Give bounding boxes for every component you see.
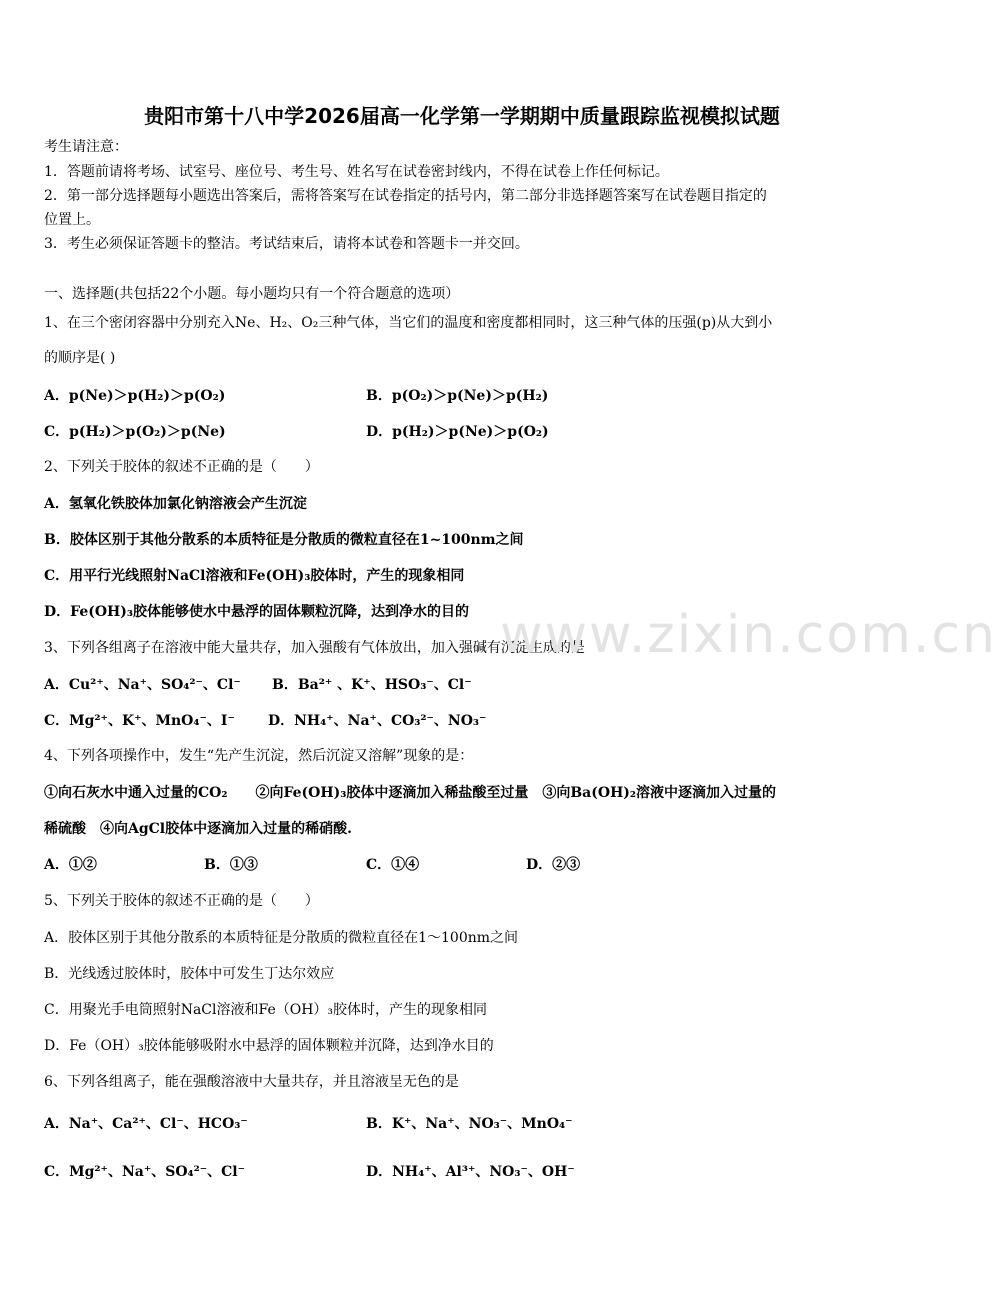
q1-option-b: B．p(O₂)＞p(Ne)＞p(H₂) xyxy=(366,388,549,404)
page-title: 贵阳市第十八中学2026届高一化学第一学期期中质量跟踪监视模拟试题 xyxy=(144,104,780,128)
q5-option-d: D．Fe（OH）₃胶体能够吸附水中悬浮的固体颗粒并沉降，达到净水目的 xyxy=(44,1038,494,1054)
q5-option-a: A．胶体区别于其他分散系的本质特征是分散质的微粒直径在1～100nm之间 xyxy=(44,930,519,946)
q2-option-d: D．Fe(OH)₃胶体能够使水中悬浮的固体颗粒沉降，达到净水的目的 xyxy=(44,604,470,620)
q4-option-d: D．②③ xyxy=(526,857,581,873)
notice-item-1: 1．答题前请将考场、试室号、座位号、考生号、姓名写在试卷密封线内，不得在试卷上作任何标记。 xyxy=(44,164,669,180)
notice-item-2: 2．第一部分选择题每小题选出答案后，需将答案写在试卷指定的括号内，第二部分非选择题答案写在试卷题目指定的 xyxy=(44,188,767,204)
q4-stem-items: ①向石灰水中通入过量的CO₂ ②向Fe(OH)₃胶体中逐滴加入稀盐酸至过量 ③向Ba(OH)₂溶液中逐滴加入过量的 xyxy=(44,785,777,801)
q1-stem: 1、在三个密闭容器中分别充入Ne、H₂、O₂三种气体，当它们的温度和密度都相同时，这三种气体的压强(p)从大到小 xyxy=(44,315,773,331)
q1-option-c: C．p(H₂)＞p(O₂)＞p(Ne) xyxy=(44,424,226,440)
q6-option-a: A．Na⁺、Ca²⁺、Cl⁻、HCO₃⁻ xyxy=(44,1116,248,1132)
q6-stem: 6、下列各组离子，能在强酸溶液中大量共存，并且溶液呈无色的是 xyxy=(44,1074,459,1090)
q2-stem: 2、下列关于胶体的叙述不正确的是（ ） xyxy=(44,459,319,475)
q6-option-c: C．Mg²⁺、Na⁺、SO₄²⁻、Cl⁻ xyxy=(44,1164,246,1180)
q2-option-a: A．氢氧化铁胶体加氯化钠溶液会产生沉淀 xyxy=(44,496,307,512)
q1-option-d: D．p(H₂)＞p(Ne)＞p(O₂) xyxy=(366,424,549,440)
q2-option-b: B．胶体区别于其他分散系的本质特征是分散质的微粒直径在1~100nm之间 xyxy=(44,532,524,548)
q3-option-d: D．NH₄⁺、Na⁺、CO₃²⁻、NO₃⁻ xyxy=(268,713,487,729)
q4-option-c: C．①④ xyxy=(366,857,420,873)
q1-stem-cont: 的顺序是( ) xyxy=(44,350,116,366)
q3-option-b: B．Ba²⁺ 、K⁺、HSO₃⁻、Cl⁻ xyxy=(272,677,472,693)
q5-option-c: C．用聚光手电筒照射NaCl溶液和Fe（OH）₃胶体时，产生的现象相同 xyxy=(44,1002,488,1018)
section-heading: 一、选择题(共包括22个小题。每小题均只有一个符合题意的选项） xyxy=(44,286,460,302)
q6-option-d: D．NH₄⁺、Al³⁺、NO₃⁻、OH⁻ xyxy=(366,1164,575,1180)
q6-option-b: B．K⁺、Na⁺、NO₃⁻、MnO₄⁻ xyxy=(366,1116,573,1132)
q3-stem: 3、下列各组离子在溶液中能大量共存，加入强酸有气体放出，加入强碱有沉淀生成的是 xyxy=(44,640,585,656)
notice-heading: 考生请注意： xyxy=(44,139,128,155)
q4-stem: 4、下列各项操作中，发生“先产生沉淀，然后沉淀又溶解”现象的是： xyxy=(44,748,474,764)
q3-option-a: A．Cu²⁺、Na⁺、SO₄²⁻、Cl⁻ xyxy=(44,677,241,693)
notice-item-3: 3．考生必须保证答题卡的整洁。考试结束后，请将本试卷和答题卡一并交回。 xyxy=(44,236,529,252)
q4-option-b: B．①③ xyxy=(204,857,258,873)
notice-item-2-cont: 位置上。 xyxy=(44,212,100,228)
watermark: www.zixin.com.cn xyxy=(500,605,997,665)
q4-option-a: A．①② xyxy=(44,857,97,873)
q1-option-a: A．p(Ne)＞p(H₂)＞p(O₂) xyxy=(44,388,226,404)
q2-option-c: C．用平行光线照射NaCl溶液和Fe(OH)₃胶体时，产生的现象相同 xyxy=(44,568,465,584)
q5-option-b: B．光线透过胶体时，胶体中可发生丁达尔效应 xyxy=(44,966,335,982)
q3-option-c: C．Mg²⁺、K⁺、MnO₄⁻、I⁻ xyxy=(44,713,235,729)
q4-stem-items-cont: 稀硫酸 ④向AgCl胶体中逐滴加入过量的稀硝酸. xyxy=(44,821,352,837)
q5-stem: 5、下列关于胶体的叙述不正确的是（ ） xyxy=(44,893,319,909)
